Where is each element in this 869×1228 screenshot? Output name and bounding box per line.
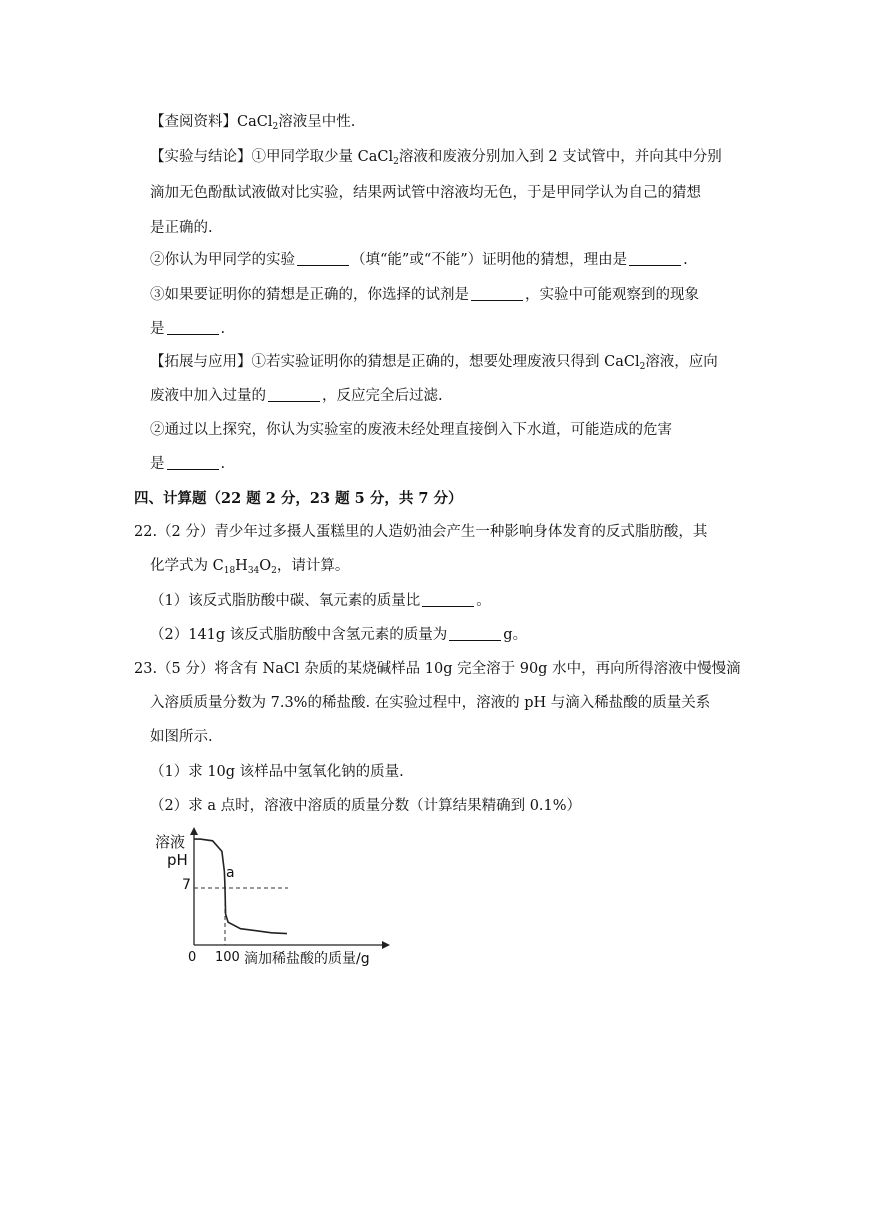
q23-part-1: （1）求 10g 该样品中氢氧化钠的质量. — [150, 764, 404, 780]
q22-line-1: 22.（2 分）青少年过多摄人蛋糕里的人造奶油会产生一种影响身体发育的反式脂肪酸，其 — [134, 524, 708, 540]
origin-label: 0 — [188, 950, 197, 965]
question-2-line: ②你认为甲同学的实验 （填“能”或“不能”）证明他的猜想，理由是 . — [150, 252, 688, 268]
experiment-line-2: 滴加无色酚酞试液做对比实验，结果两试管中溶液均无色，于是甲同学认为自己的猜想 — [150, 185, 701, 201]
answer-blank[interactable] — [449, 626, 501, 641]
answer-blank[interactable] — [167, 320, 219, 335]
point-a-label: a — [226, 865, 235, 881]
reference-line: 【查阅资料】CaCl$_2$溶液呈中性. — [150, 114, 356, 132]
ph-curve-series — [194, 839, 287, 934]
q23-line-1: 23.（5 分）将含有 NaCl 杂质的某烧碱样品 10g 完全溶于 90g 水中，再向所得溶液中慢慢滴 — [134, 661, 741, 677]
extension-line-1: 【拓展与应用】①若实验证明你的猜想是正确的，想要处理废液只得到 CaCl$_2$溶液，应向 — [150, 354, 718, 372]
question-3-line: ③如果要证明你的猜想是正确的，你选择的试剂是 ，实验中可能观察到的现象 — [150, 287, 699, 303]
answer-blank[interactable] — [167, 455, 219, 470]
answer-blank[interactable] — [297, 251, 349, 266]
x-axis-label: 滴加稀盐酸的质量/g — [244, 951, 370, 967]
q23-part-2: （2）求 a 点时，溶液中溶质的质量分数（计算结果精确到 0.1%） — [150, 798, 582, 814]
y-tick-label-7: 7 — [182, 877, 191, 893]
ph-chart — [150, 825, 400, 975]
y-axis-arrow — [190, 827, 198, 835]
q22-part-1: （1）该反式脂肪酸中碳、氧元素的质量比 。 — [150, 593, 491, 609]
x-axis-arrow — [382, 941, 390, 949]
answer-blank[interactable] — [471, 286, 523, 301]
q22-part-2: （2）141g 该反式脂肪酸中含氢元素的质量为 g。 — [150, 627, 528, 643]
answer-blank[interactable] — [629, 251, 681, 266]
experiment-line-3: 是正确的. — [150, 220, 213, 236]
extension-line-2: 废液中加入过量的 ，反应完全后过滤. — [150, 388, 443, 404]
y-axis-label-line2: pH — [167, 851, 188, 869]
answer-blank[interactable] — [268, 387, 320, 402]
question-3-line-2: 是 . — [150, 321, 226, 337]
section-heading: 四、计算题（22 题 2 分，23 题 5 分，共 7 分） — [134, 490, 463, 507]
q22-line-2: 化学式为 $C_{18}H_{34}O_2$，请计算。 — [150, 558, 350, 576]
extension-line-3: ②通过以上探究，你认为实验室的废液未经处理直接倒入下水道，可能造成的危害 — [150, 422, 672, 438]
q23-line-2: 入溶质质量分数为 7.3%的稀盐酸. 在实验过程中，溶液的 pH 与滴入稀盐酸的质量关系 — [150, 695, 711, 711]
extension-line-4: 是 . — [150, 456, 226, 472]
x-tick-label-100: 100 — [215, 950, 240, 965]
q23-line-3: 如图所示. — [150, 729, 213, 745]
experiment-line-1: 【实验与结论】①甲同学取少量 CaCl$_2$溶液和废液分别加入到 2 支试管中，并向其中分别 — [150, 149, 722, 167]
answer-blank[interactable] — [422, 592, 474, 607]
y-axis-label-line1: 溶液 — [155, 833, 186, 851]
